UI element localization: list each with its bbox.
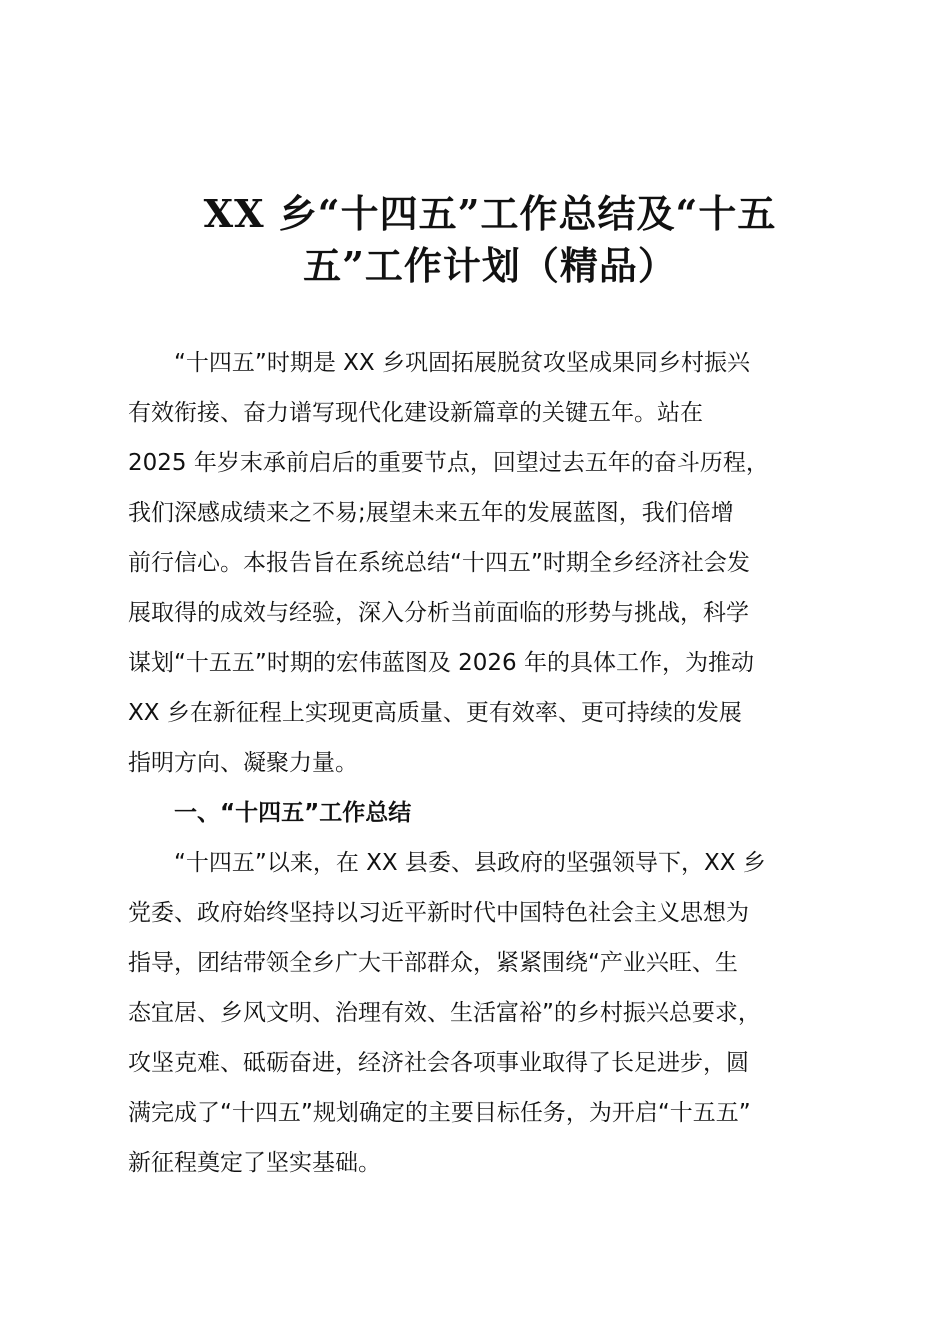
intro-line: 谋划“十五五”时期的宏伟蓝图及 2026 年的具体工作，为推动 xyxy=(128,650,754,676)
intro-line: 有效衔接、奋力谱写现代化建设新篇章的关键五年。站在 xyxy=(128,400,703,426)
title-line-1: XX 乡“十四五”工作总结及“十五 xyxy=(203,191,777,236)
section-line: 新征程奠定了坚实基础。 xyxy=(128,1150,381,1176)
title-line-2: 五”工作计划（精品） xyxy=(303,243,677,288)
section-paragraph xyxy=(128,838,828,1188)
intro-paragraph xyxy=(128,338,828,788)
intro-line: 展取得的成效与经验，深入分析当前面临的形势与挑战，科学 xyxy=(128,600,749,626)
intro-line: 前行信心。本报告旨在系统总结“十四五”时期全乡经济社会发 xyxy=(128,550,750,576)
section-line: 指导，团结带领全乡广大干部群众，紧紧围绕“产业兴旺、生 xyxy=(128,950,738,976)
intro-line: XX 乡在新征程上实现更高质量、更有效率、更可持续的发展 xyxy=(128,700,742,726)
document-body xyxy=(128,338,828,1188)
section-line: 满完成了“十四五”规划确定的主要目标任务，为开启“十五五” xyxy=(128,1100,751,1126)
section-line: 党委、政府始终坚持以习近平新时代中国特色社会主义思想为 xyxy=(128,900,749,926)
intro-line: 我们深感成绩来之不易;展望未来五年的发展蓝图，我们倍增 xyxy=(128,500,734,526)
section-line: 攻坚克难、砥砺奋进，经济社会各项事业取得了长足进步，圆 xyxy=(128,1050,749,1076)
document-title xyxy=(150,188,830,292)
section-line: 态宜居、乡风文明、治理有效、生活富裕”的乡村振兴总要求， xyxy=(128,1000,761,1026)
intro-line: 指明方向、凝聚力量。 xyxy=(128,750,358,776)
section-line: “十四五”以来，在 XX 县委、县政府的坚强领导下，XX 乡 xyxy=(174,850,766,876)
intro-line: 2025 年岁末承前启后的重要节点，回望过去五年的奋斗历程， xyxy=(128,450,769,476)
intro-line: “十四五”时期是 XX 乡巩固拓展脱贫攻坚成果同乡村振兴 xyxy=(174,350,750,376)
section-heading: 一、“十四五”工作总结 xyxy=(174,800,412,826)
